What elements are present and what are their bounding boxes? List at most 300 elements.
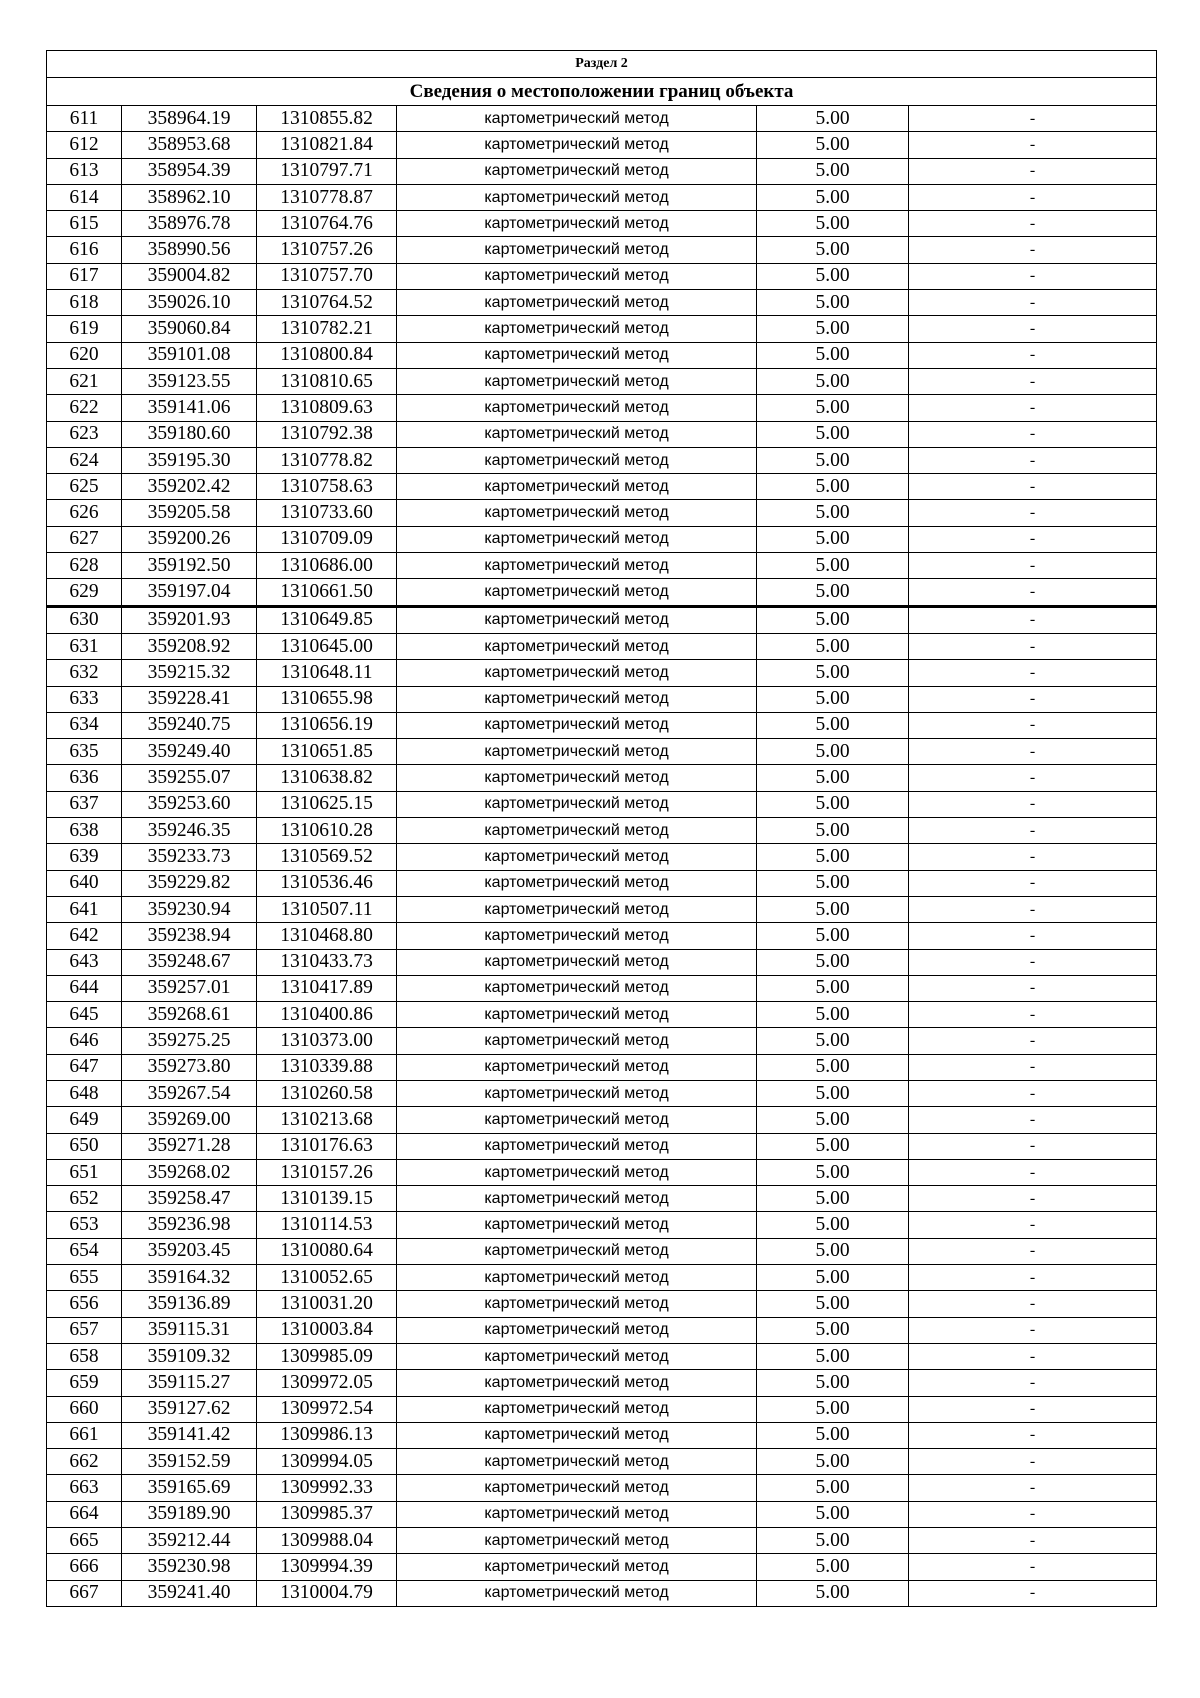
method-cell: картометрический метод bbox=[397, 1054, 757, 1080]
x-coordinate-cell: 358962.10 bbox=[122, 184, 257, 210]
note-cell: - bbox=[909, 1317, 1157, 1343]
note-cell: - bbox=[909, 686, 1157, 712]
y-coordinate-cell: 1310400.86 bbox=[257, 1002, 397, 1028]
method-cell: картометрический метод bbox=[397, 633, 757, 659]
accuracy-cell: 5.00 bbox=[757, 211, 909, 237]
y-coordinate-cell: 1310114.53 bbox=[257, 1212, 397, 1238]
method-cell: картометрический метод bbox=[397, 739, 757, 765]
accuracy-cell: 5.00 bbox=[757, 368, 909, 394]
accuracy-cell: 5.00 bbox=[757, 1080, 909, 1106]
note-cell: - bbox=[909, 844, 1157, 870]
method-cell: картометрический метод bbox=[397, 1133, 757, 1159]
method-cell: картометрический метод bbox=[397, 1554, 757, 1580]
table-row bbox=[47, 1054, 1157, 1080]
x-coordinate-cell: 359141.42 bbox=[122, 1422, 257, 1448]
method-cell: картометрический метод bbox=[397, 1422, 757, 1448]
note-cell: - bbox=[909, 553, 1157, 579]
point-number-cell: 627 bbox=[47, 526, 122, 552]
accuracy-cell: 5.00 bbox=[757, 579, 909, 606]
method-cell: картометрический метод bbox=[397, 237, 757, 263]
y-coordinate-cell: 1310821.84 bbox=[257, 132, 397, 158]
table-row bbox=[47, 1002, 1157, 1028]
point-number-cell: 644 bbox=[47, 975, 122, 1001]
y-coordinate-cell: 1310052.65 bbox=[257, 1265, 397, 1291]
y-coordinate-cell: 1310800.84 bbox=[257, 342, 397, 368]
x-coordinate-cell: 359115.31 bbox=[122, 1317, 257, 1343]
note-cell: - bbox=[909, 1396, 1157, 1422]
table-row bbox=[47, 975, 1157, 1001]
method-cell: картометрический метод bbox=[397, 791, 757, 817]
table-row bbox=[47, 1080, 1157, 1106]
table-row bbox=[47, 579, 1157, 606]
point-number-cell: 658 bbox=[47, 1343, 122, 1369]
point-number-cell: 643 bbox=[47, 949, 122, 975]
table-row bbox=[47, 1501, 1157, 1527]
point-number-cell: 619 bbox=[47, 316, 122, 342]
note-cell: - bbox=[909, 1343, 1157, 1369]
x-coordinate-cell: 359152.59 bbox=[122, 1449, 257, 1475]
point-number-cell: 637 bbox=[47, 791, 122, 817]
table-row bbox=[47, 526, 1157, 552]
point-number-cell: 649 bbox=[47, 1107, 122, 1133]
accuracy-cell: 5.00 bbox=[757, 1501, 909, 1527]
method-cell: картометрический метод bbox=[397, 1265, 757, 1291]
y-coordinate-cell: 1310468.80 bbox=[257, 923, 397, 949]
x-coordinate-cell: 359267.54 bbox=[122, 1080, 257, 1106]
method-cell: картометрический метод bbox=[397, 421, 757, 447]
accuracy-cell: 5.00 bbox=[757, 184, 909, 210]
method-cell: картометрический метод bbox=[397, 132, 757, 158]
note-cell: - bbox=[909, 606, 1157, 633]
note-cell: - bbox=[909, 818, 1157, 844]
y-coordinate-cell: 1310433.73 bbox=[257, 949, 397, 975]
note-cell: - bbox=[909, 526, 1157, 552]
point-number-cell: 639 bbox=[47, 844, 122, 870]
y-coordinate-cell: 1310686.00 bbox=[257, 553, 397, 579]
x-coordinate-cell: 359060.84 bbox=[122, 316, 257, 342]
y-coordinate-cell: 1310651.85 bbox=[257, 739, 397, 765]
point-number-cell: 659 bbox=[47, 1370, 122, 1396]
point-number-cell: 653 bbox=[47, 1212, 122, 1238]
method-cell: картометрический метод bbox=[397, 395, 757, 421]
y-coordinate-cell: 1310809.63 bbox=[257, 395, 397, 421]
y-coordinate-cell: 1310778.82 bbox=[257, 447, 397, 473]
x-coordinate-cell: 359192.50 bbox=[122, 553, 257, 579]
method-cell: картометрический метод bbox=[397, 870, 757, 896]
table-row bbox=[47, 1186, 1157, 1212]
point-number-cell: 626 bbox=[47, 500, 122, 526]
table-row bbox=[47, 1554, 1157, 1580]
point-number-cell: 615 bbox=[47, 211, 122, 237]
y-coordinate-cell: 1310536.46 bbox=[257, 870, 397, 896]
note-cell: - bbox=[909, 975, 1157, 1001]
y-coordinate-cell: 1310417.89 bbox=[257, 975, 397, 1001]
x-coordinate-cell: 359101.08 bbox=[122, 342, 257, 368]
point-number-cell: 624 bbox=[47, 447, 122, 473]
method-cell: картометрический метод bbox=[397, 1370, 757, 1396]
x-coordinate-cell: 358953.68 bbox=[122, 132, 257, 158]
y-coordinate-cell: 1310638.82 bbox=[257, 765, 397, 791]
accuracy-cell: 5.00 bbox=[757, 1422, 909, 1448]
y-coordinate-cell: 1310260.58 bbox=[257, 1080, 397, 1106]
accuracy-cell: 5.00 bbox=[757, 686, 909, 712]
point-number-cell: 616 bbox=[47, 237, 122, 263]
method-cell: картометрический метод bbox=[397, 1159, 757, 1185]
y-coordinate-cell: 1309988.04 bbox=[257, 1528, 397, 1554]
table-row bbox=[47, 237, 1157, 263]
y-coordinate-cell: 1310792.38 bbox=[257, 421, 397, 447]
method-cell: картометрический метод bbox=[397, 526, 757, 552]
note-cell: - bbox=[909, 896, 1157, 922]
note-cell: - bbox=[909, 184, 1157, 210]
accuracy-cell: 5.00 bbox=[757, 553, 909, 579]
table-row bbox=[47, 1449, 1157, 1475]
y-coordinate-cell: 1309992.33 bbox=[257, 1475, 397, 1501]
x-coordinate-cell: 359240.75 bbox=[122, 712, 257, 738]
x-coordinate-cell: 359197.04 bbox=[122, 579, 257, 606]
table-row bbox=[47, 132, 1157, 158]
table-row bbox=[47, 739, 1157, 765]
point-number-cell: 638 bbox=[47, 818, 122, 844]
table-row bbox=[47, 106, 1157, 132]
note-cell: - bbox=[909, 1133, 1157, 1159]
y-coordinate-cell: 1310339.88 bbox=[257, 1054, 397, 1080]
method-cell: картометрический метод bbox=[397, 1002, 757, 1028]
method-cell: картометрический метод bbox=[397, 1238, 757, 1264]
note-cell: - bbox=[909, 211, 1157, 237]
note-cell: - bbox=[909, 1028, 1157, 1054]
accuracy-cell: 5.00 bbox=[757, 1002, 909, 1028]
point-number-cell: 665 bbox=[47, 1528, 122, 1554]
accuracy-cell: 5.00 bbox=[757, 263, 909, 289]
method-cell: картометрический метод bbox=[397, 923, 757, 949]
y-coordinate-cell: 1310003.84 bbox=[257, 1317, 397, 1343]
table-row bbox=[47, 211, 1157, 237]
method-cell: картометрический метод bbox=[397, 1528, 757, 1554]
y-coordinate-cell: 1310782.21 bbox=[257, 316, 397, 342]
note-cell: - bbox=[909, 1212, 1157, 1238]
method-cell: картометрический метод bbox=[397, 474, 757, 500]
note-cell: - bbox=[909, 923, 1157, 949]
y-coordinate-cell: 1309994.05 bbox=[257, 1449, 397, 1475]
point-number-cell: 642 bbox=[47, 923, 122, 949]
x-coordinate-cell: 359115.27 bbox=[122, 1370, 257, 1396]
accuracy-cell: 5.00 bbox=[757, 1554, 909, 1580]
x-coordinate-cell: 359123.55 bbox=[122, 368, 257, 394]
x-coordinate-cell: 359189.90 bbox=[122, 1501, 257, 1527]
y-coordinate-cell: 1310810.65 bbox=[257, 368, 397, 394]
y-coordinate-cell: 1310709.09 bbox=[257, 526, 397, 552]
x-coordinate-cell: 359246.35 bbox=[122, 818, 257, 844]
note-cell: - bbox=[909, 1449, 1157, 1475]
note-cell: - bbox=[909, 447, 1157, 473]
point-number-cell: 628 bbox=[47, 553, 122, 579]
table-row bbox=[47, 660, 1157, 686]
table-subtitle: Сведения о местоположении границ объекта bbox=[47, 78, 1157, 106]
method-cell: картометрический метод bbox=[397, 263, 757, 289]
y-coordinate-cell: 1310625.15 bbox=[257, 791, 397, 817]
y-coordinate-cell: 1310764.76 bbox=[257, 211, 397, 237]
table-row bbox=[47, 923, 1157, 949]
x-coordinate-cell: 359249.40 bbox=[122, 739, 257, 765]
x-coordinate-cell: 359164.32 bbox=[122, 1265, 257, 1291]
note-cell: - bbox=[909, 474, 1157, 500]
table-row bbox=[47, 896, 1157, 922]
method-cell: картометрический метод bbox=[397, 896, 757, 922]
method-cell: картометрический метод bbox=[397, 686, 757, 712]
y-coordinate-cell: 1310031.20 bbox=[257, 1291, 397, 1317]
table-row bbox=[47, 158, 1157, 184]
accuracy-cell: 5.00 bbox=[757, 606, 909, 633]
point-number-cell: 650 bbox=[47, 1133, 122, 1159]
accuracy-cell: 5.00 bbox=[757, 500, 909, 526]
note-cell: - bbox=[909, 368, 1157, 394]
accuracy-cell: 5.00 bbox=[757, 132, 909, 158]
table-row bbox=[47, 949, 1157, 975]
table-row bbox=[47, 765, 1157, 791]
x-coordinate-cell: 359208.92 bbox=[122, 633, 257, 659]
x-coordinate-cell: 359268.61 bbox=[122, 1002, 257, 1028]
method-cell: картометрический метод bbox=[397, 500, 757, 526]
point-number-cell: 641 bbox=[47, 896, 122, 922]
note-cell: - bbox=[909, 421, 1157, 447]
method-cell: картометрический метод bbox=[397, 1080, 757, 1106]
point-number-cell: 645 bbox=[47, 1002, 122, 1028]
note-cell: - bbox=[909, 1238, 1157, 1264]
note-cell: - bbox=[909, 712, 1157, 738]
accuracy-cell: 5.00 bbox=[757, 1133, 909, 1159]
y-coordinate-cell: 1310656.19 bbox=[257, 712, 397, 738]
accuracy-cell: 5.00 bbox=[757, 949, 909, 975]
y-coordinate-cell: 1310758.63 bbox=[257, 474, 397, 500]
point-number-cell: 631 bbox=[47, 633, 122, 659]
method-cell: картометрический метод bbox=[397, 1107, 757, 1133]
table-row bbox=[47, 1028, 1157, 1054]
point-number-cell: 630 bbox=[47, 606, 122, 633]
point-number-cell: 652 bbox=[47, 1186, 122, 1212]
note-cell: - bbox=[909, 263, 1157, 289]
accuracy-cell: 5.00 bbox=[757, 1291, 909, 1317]
table-row bbox=[47, 1265, 1157, 1291]
note-cell: - bbox=[909, 1475, 1157, 1501]
x-coordinate-cell: 359236.98 bbox=[122, 1212, 257, 1238]
point-number-cell: 623 bbox=[47, 421, 122, 447]
table-row bbox=[47, 368, 1157, 394]
y-coordinate-cell: 1310507.11 bbox=[257, 896, 397, 922]
note-cell: - bbox=[909, 1159, 1157, 1185]
x-coordinate-cell: 359241.40 bbox=[122, 1580, 257, 1606]
point-number-cell: 612 bbox=[47, 132, 122, 158]
x-coordinate-cell: 358964.19 bbox=[122, 106, 257, 132]
x-coordinate-cell: 359230.94 bbox=[122, 896, 257, 922]
point-number-cell: 632 bbox=[47, 660, 122, 686]
accuracy-cell: 5.00 bbox=[757, 1159, 909, 1185]
accuracy-cell: 5.00 bbox=[757, 870, 909, 896]
accuracy-cell: 5.00 bbox=[757, 1054, 909, 1080]
point-number-cell: 662 bbox=[47, 1449, 122, 1475]
y-coordinate-cell: 1310373.00 bbox=[257, 1028, 397, 1054]
method-cell: картометрический метод bbox=[397, 1291, 757, 1317]
accuracy-cell: 5.00 bbox=[757, 106, 909, 132]
method-cell: картометрический метод bbox=[397, 184, 757, 210]
table-row bbox=[47, 844, 1157, 870]
point-number-cell: 635 bbox=[47, 739, 122, 765]
x-coordinate-cell: 359228.41 bbox=[122, 686, 257, 712]
table-row bbox=[47, 184, 1157, 210]
table-row bbox=[47, 1133, 1157, 1159]
y-coordinate-cell: 1309972.05 bbox=[257, 1370, 397, 1396]
point-number-cell: 625 bbox=[47, 474, 122, 500]
y-coordinate-cell: 1309985.37 bbox=[257, 1501, 397, 1527]
point-number-cell: 661 bbox=[47, 1422, 122, 1448]
method-cell: картометрический метод bbox=[397, 1317, 757, 1343]
y-coordinate-cell: 1310764.52 bbox=[257, 290, 397, 316]
x-coordinate-cell: 359238.94 bbox=[122, 923, 257, 949]
method-cell: картометрический метод bbox=[397, 447, 757, 473]
y-coordinate-cell: 1310139.15 bbox=[257, 1186, 397, 1212]
x-coordinate-cell: 359165.69 bbox=[122, 1475, 257, 1501]
accuracy-cell: 5.00 bbox=[757, 1528, 909, 1554]
point-number-cell: 655 bbox=[47, 1265, 122, 1291]
note-cell: - bbox=[909, 739, 1157, 765]
y-coordinate-cell: 1310648.11 bbox=[257, 660, 397, 686]
y-coordinate-cell: 1310569.52 bbox=[257, 844, 397, 870]
x-coordinate-cell: 359141.06 bbox=[122, 395, 257, 421]
x-coordinate-cell: 359109.32 bbox=[122, 1343, 257, 1369]
x-coordinate-cell: 359230.98 bbox=[122, 1554, 257, 1580]
accuracy-cell: 5.00 bbox=[757, 791, 909, 817]
note-cell: - bbox=[909, 1080, 1157, 1106]
x-coordinate-cell: 359195.30 bbox=[122, 447, 257, 473]
method-cell: картометрический метод bbox=[397, 1475, 757, 1501]
method-cell: картометрический метод bbox=[397, 1212, 757, 1238]
x-coordinate-cell: 359004.82 bbox=[122, 263, 257, 289]
accuracy-cell: 5.00 bbox=[757, 1580, 909, 1606]
x-coordinate-cell: 359026.10 bbox=[122, 290, 257, 316]
table-row bbox=[47, 263, 1157, 289]
x-coordinate-cell: 359269.00 bbox=[122, 1107, 257, 1133]
y-coordinate-cell: 1310757.70 bbox=[257, 263, 397, 289]
x-coordinate-cell: 359201.93 bbox=[122, 606, 257, 633]
method-cell: картометрический метод bbox=[397, 660, 757, 686]
note-cell: - bbox=[909, 158, 1157, 184]
x-coordinate-cell: 359257.01 bbox=[122, 975, 257, 1001]
method-cell: картометрический метод bbox=[397, 1449, 757, 1475]
method-cell: картометрический метод bbox=[397, 1186, 757, 1212]
point-number-cell: 664 bbox=[47, 1501, 122, 1527]
method-cell: картометрический метод bbox=[397, 949, 757, 975]
accuracy-cell: 5.00 bbox=[757, 1449, 909, 1475]
note-cell: - bbox=[909, 1291, 1157, 1317]
note-cell: - bbox=[909, 1501, 1157, 1527]
y-coordinate-cell: 1310157.26 bbox=[257, 1159, 397, 1185]
accuracy-cell: 5.00 bbox=[757, 923, 909, 949]
x-coordinate-cell: 359215.32 bbox=[122, 660, 257, 686]
x-coordinate-cell: 359253.60 bbox=[122, 791, 257, 817]
note-cell: - bbox=[909, 1186, 1157, 1212]
point-number-cell: 657 bbox=[47, 1317, 122, 1343]
x-coordinate-cell: 359212.44 bbox=[122, 1528, 257, 1554]
table-row bbox=[47, 1396, 1157, 1422]
note-cell: - bbox=[909, 1107, 1157, 1133]
accuracy-cell: 5.00 bbox=[757, 342, 909, 368]
point-number-cell: 622 bbox=[47, 395, 122, 421]
accuracy-cell: 5.00 bbox=[757, 712, 909, 738]
table-row bbox=[47, 1528, 1157, 1554]
x-coordinate-cell: 359248.67 bbox=[122, 949, 257, 975]
method-cell: картометрический метод bbox=[397, 606, 757, 633]
accuracy-cell: 5.00 bbox=[757, 1028, 909, 1054]
accuracy-cell: 5.00 bbox=[757, 765, 909, 791]
accuracy-cell: 5.00 bbox=[757, 447, 909, 473]
point-number-cell: 617 bbox=[47, 263, 122, 289]
y-coordinate-cell: 1310080.64 bbox=[257, 1238, 397, 1264]
accuracy-cell: 5.00 bbox=[757, 474, 909, 500]
note-cell: - bbox=[909, 237, 1157, 263]
point-number-cell: 634 bbox=[47, 712, 122, 738]
note-cell: - bbox=[909, 765, 1157, 791]
point-number-cell: 613 bbox=[47, 158, 122, 184]
table-row bbox=[47, 1159, 1157, 1185]
table-row bbox=[47, 342, 1157, 368]
accuracy-cell: 5.00 bbox=[757, 818, 909, 844]
y-coordinate-cell: 1310176.63 bbox=[257, 1133, 397, 1159]
table-row bbox=[47, 553, 1157, 579]
y-coordinate-cell: 1310757.26 bbox=[257, 237, 397, 263]
point-number-cell: 640 bbox=[47, 870, 122, 896]
point-number-cell: 646 bbox=[47, 1028, 122, 1054]
x-coordinate-cell: 359202.42 bbox=[122, 474, 257, 500]
table-row bbox=[47, 1317, 1157, 1343]
y-coordinate-cell: 1310645.00 bbox=[257, 633, 397, 659]
point-number-cell: 614 bbox=[47, 184, 122, 210]
y-coordinate-cell: 1310855.82 bbox=[257, 106, 397, 132]
accuracy-cell: 5.00 bbox=[757, 660, 909, 686]
x-coordinate-cell: 359229.82 bbox=[122, 870, 257, 896]
note-cell: - bbox=[909, 132, 1157, 158]
x-coordinate-cell: 359275.25 bbox=[122, 1028, 257, 1054]
point-number-cell: 663 bbox=[47, 1475, 122, 1501]
table-row bbox=[47, 633, 1157, 659]
accuracy-cell: 5.00 bbox=[757, 421, 909, 447]
y-coordinate-cell: 1309985.09 bbox=[257, 1343, 397, 1369]
accuracy-cell: 5.00 bbox=[757, 1265, 909, 1291]
note-cell: - bbox=[909, 1002, 1157, 1028]
x-coordinate-cell: 359271.28 bbox=[122, 1133, 257, 1159]
note-cell: - bbox=[909, 1054, 1157, 1080]
note-cell: - bbox=[909, 342, 1157, 368]
accuracy-cell: 5.00 bbox=[757, 1238, 909, 1264]
x-coordinate-cell: 358954.39 bbox=[122, 158, 257, 184]
note-cell: - bbox=[909, 316, 1157, 342]
accuracy-cell: 5.00 bbox=[757, 158, 909, 184]
table-row bbox=[47, 474, 1157, 500]
note-cell: - bbox=[909, 870, 1157, 896]
table-row bbox=[47, 1107, 1157, 1133]
accuracy-cell: 5.00 bbox=[757, 1317, 909, 1343]
y-coordinate-cell: 1310655.98 bbox=[257, 686, 397, 712]
accuracy-cell: 5.00 bbox=[757, 316, 909, 342]
y-coordinate-cell: 1310733.60 bbox=[257, 500, 397, 526]
accuracy-cell: 5.00 bbox=[757, 526, 909, 552]
note-cell: - bbox=[909, 1528, 1157, 1554]
table-row bbox=[47, 818, 1157, 844]
point-number-cell: 648 bbox=[47, 1080, 122, 1106]
table-row bbox=[47, 606, 1157, 633]
table-row bbox=[47, 686, 1157, 712]
note-cell: - bbox=[909, 660, 1157, 686]
point-number-cell: 618 bbox=[47, 290, 122, 316]
